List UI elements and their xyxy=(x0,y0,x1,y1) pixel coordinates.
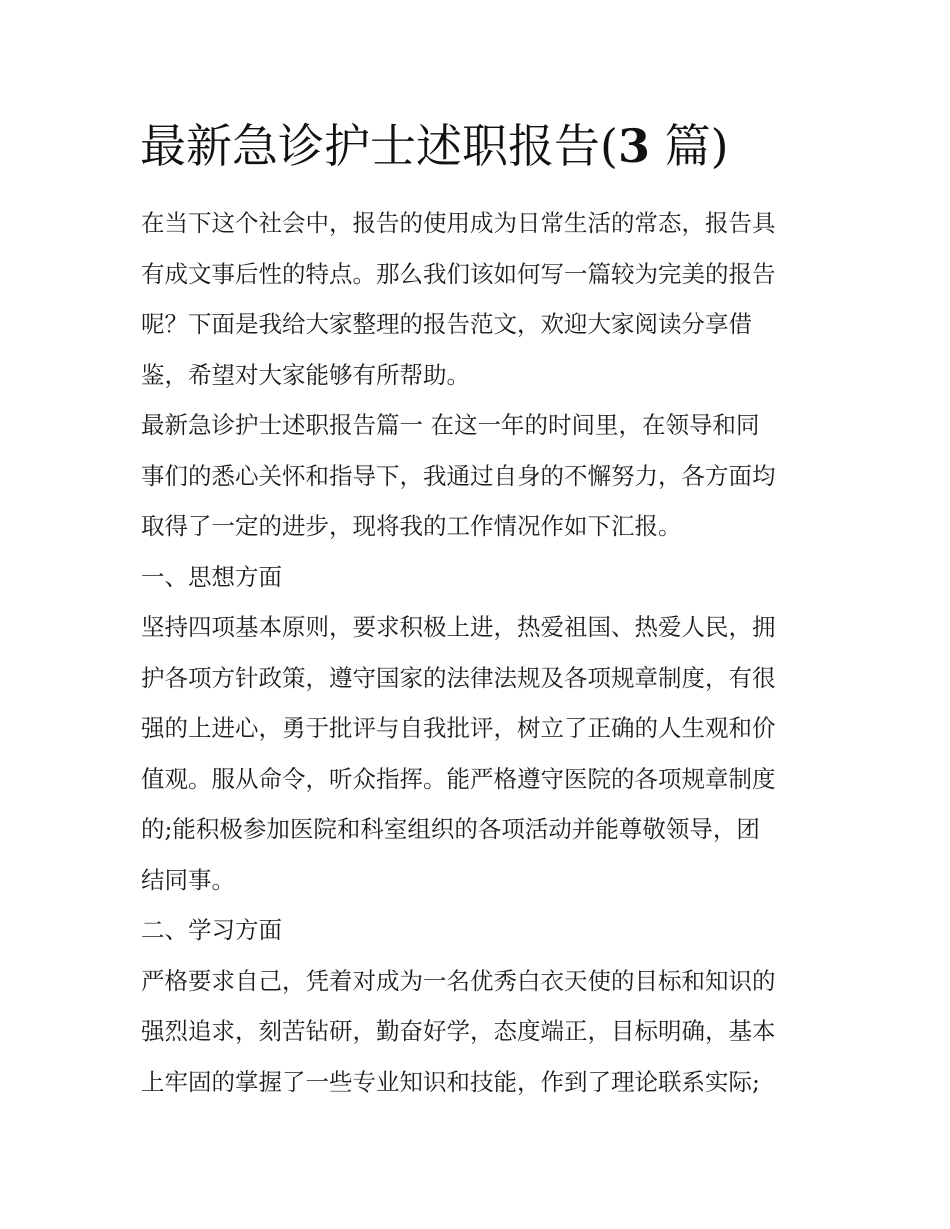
paragraph-line: 护各项方针政策，遵守国家的法律法规及各项规章制度，有很 xyxy=(141,663,776,692)
paragraph-line: 有成文事后性的特点。那么我们该如何写一篇较为完美的报告 xyxy=(141,259,776,288)
paragraph-line: 取得了一定的进步，现将我的工作情况作如下汇报。 xyxy=(141,512,682,540)
title-text: 最新急诊护士述职报告( xyxy=(140,119,618,173)
title-suffix: 篇) xyxy=(649,119,729,173)
section-heading: 二、学习方面 xyxy=(141,916,282,944)
paragraph-line: 在当下这个社会中，报告的使用成为日常生活的常态，报告具 xyxy=(141,209,776,237)
paragraph-line: 上牢固的掌握了一些专业知识和技能，作到了理论联系实际; xyxy=(141,1067,760,1096)
section-heading: 一、思想方面 xyxy=(141,562,282,591)
document-body xyxy=(141,198,821,1107)
paragraph-line: 的;能积极参加医院和科室组织的各项活动并能尊敬领导，团 xyxy=(141,815,760,843)
paragraph-line: 最新急诊护士述职报告篇一 在这一年的时间里，在领导和同 xyxy=(141,411,760,439)
paragraph-line: 呢？下面是我给大家整理的报告范文，欢迎大家阅读分享借 xyxy=(141,310,752,338)
paragraph-line: 值观。服从命令，听众指挥。能严格遵守医院的各项规章制度 xyxy=(141,764,776,793)
page-title xyxy=(140,114,840,178)
paragraph-line: 严格要求自己，凭着对成为一名优秀白衣天使的目标和知识的 xyxy=(141,966,776,995)
paragraph-line: 结同事。 xyxy=(141,865,235,894)
paragraph-line: 强的上进心，勇于批评与自我批评，树立了正确的人生观和价 xyxy=(141,714,776,742)
paragraph-line: 强烈追求，刻苦钻研，勤奋好学，态度端正，目标明确，基本 xyxy=(141,1017,776,1045)
title-number: 3 xyxy=(617,119,650,173)
paragraph-line: 事们的悉心关怀和指导下，我通过自身的不懈努力，各方面均 xyxy=(141,461,776,490)
paragraph-line: 鉴，希望对大家能够有所帮助。 xyxy=(141,360,470,389)
paragraph-line: 坚持四项基本原则，要求积极上进，热爱祖国、热爱人民，拥 xyxy=(141,613,776,641)
